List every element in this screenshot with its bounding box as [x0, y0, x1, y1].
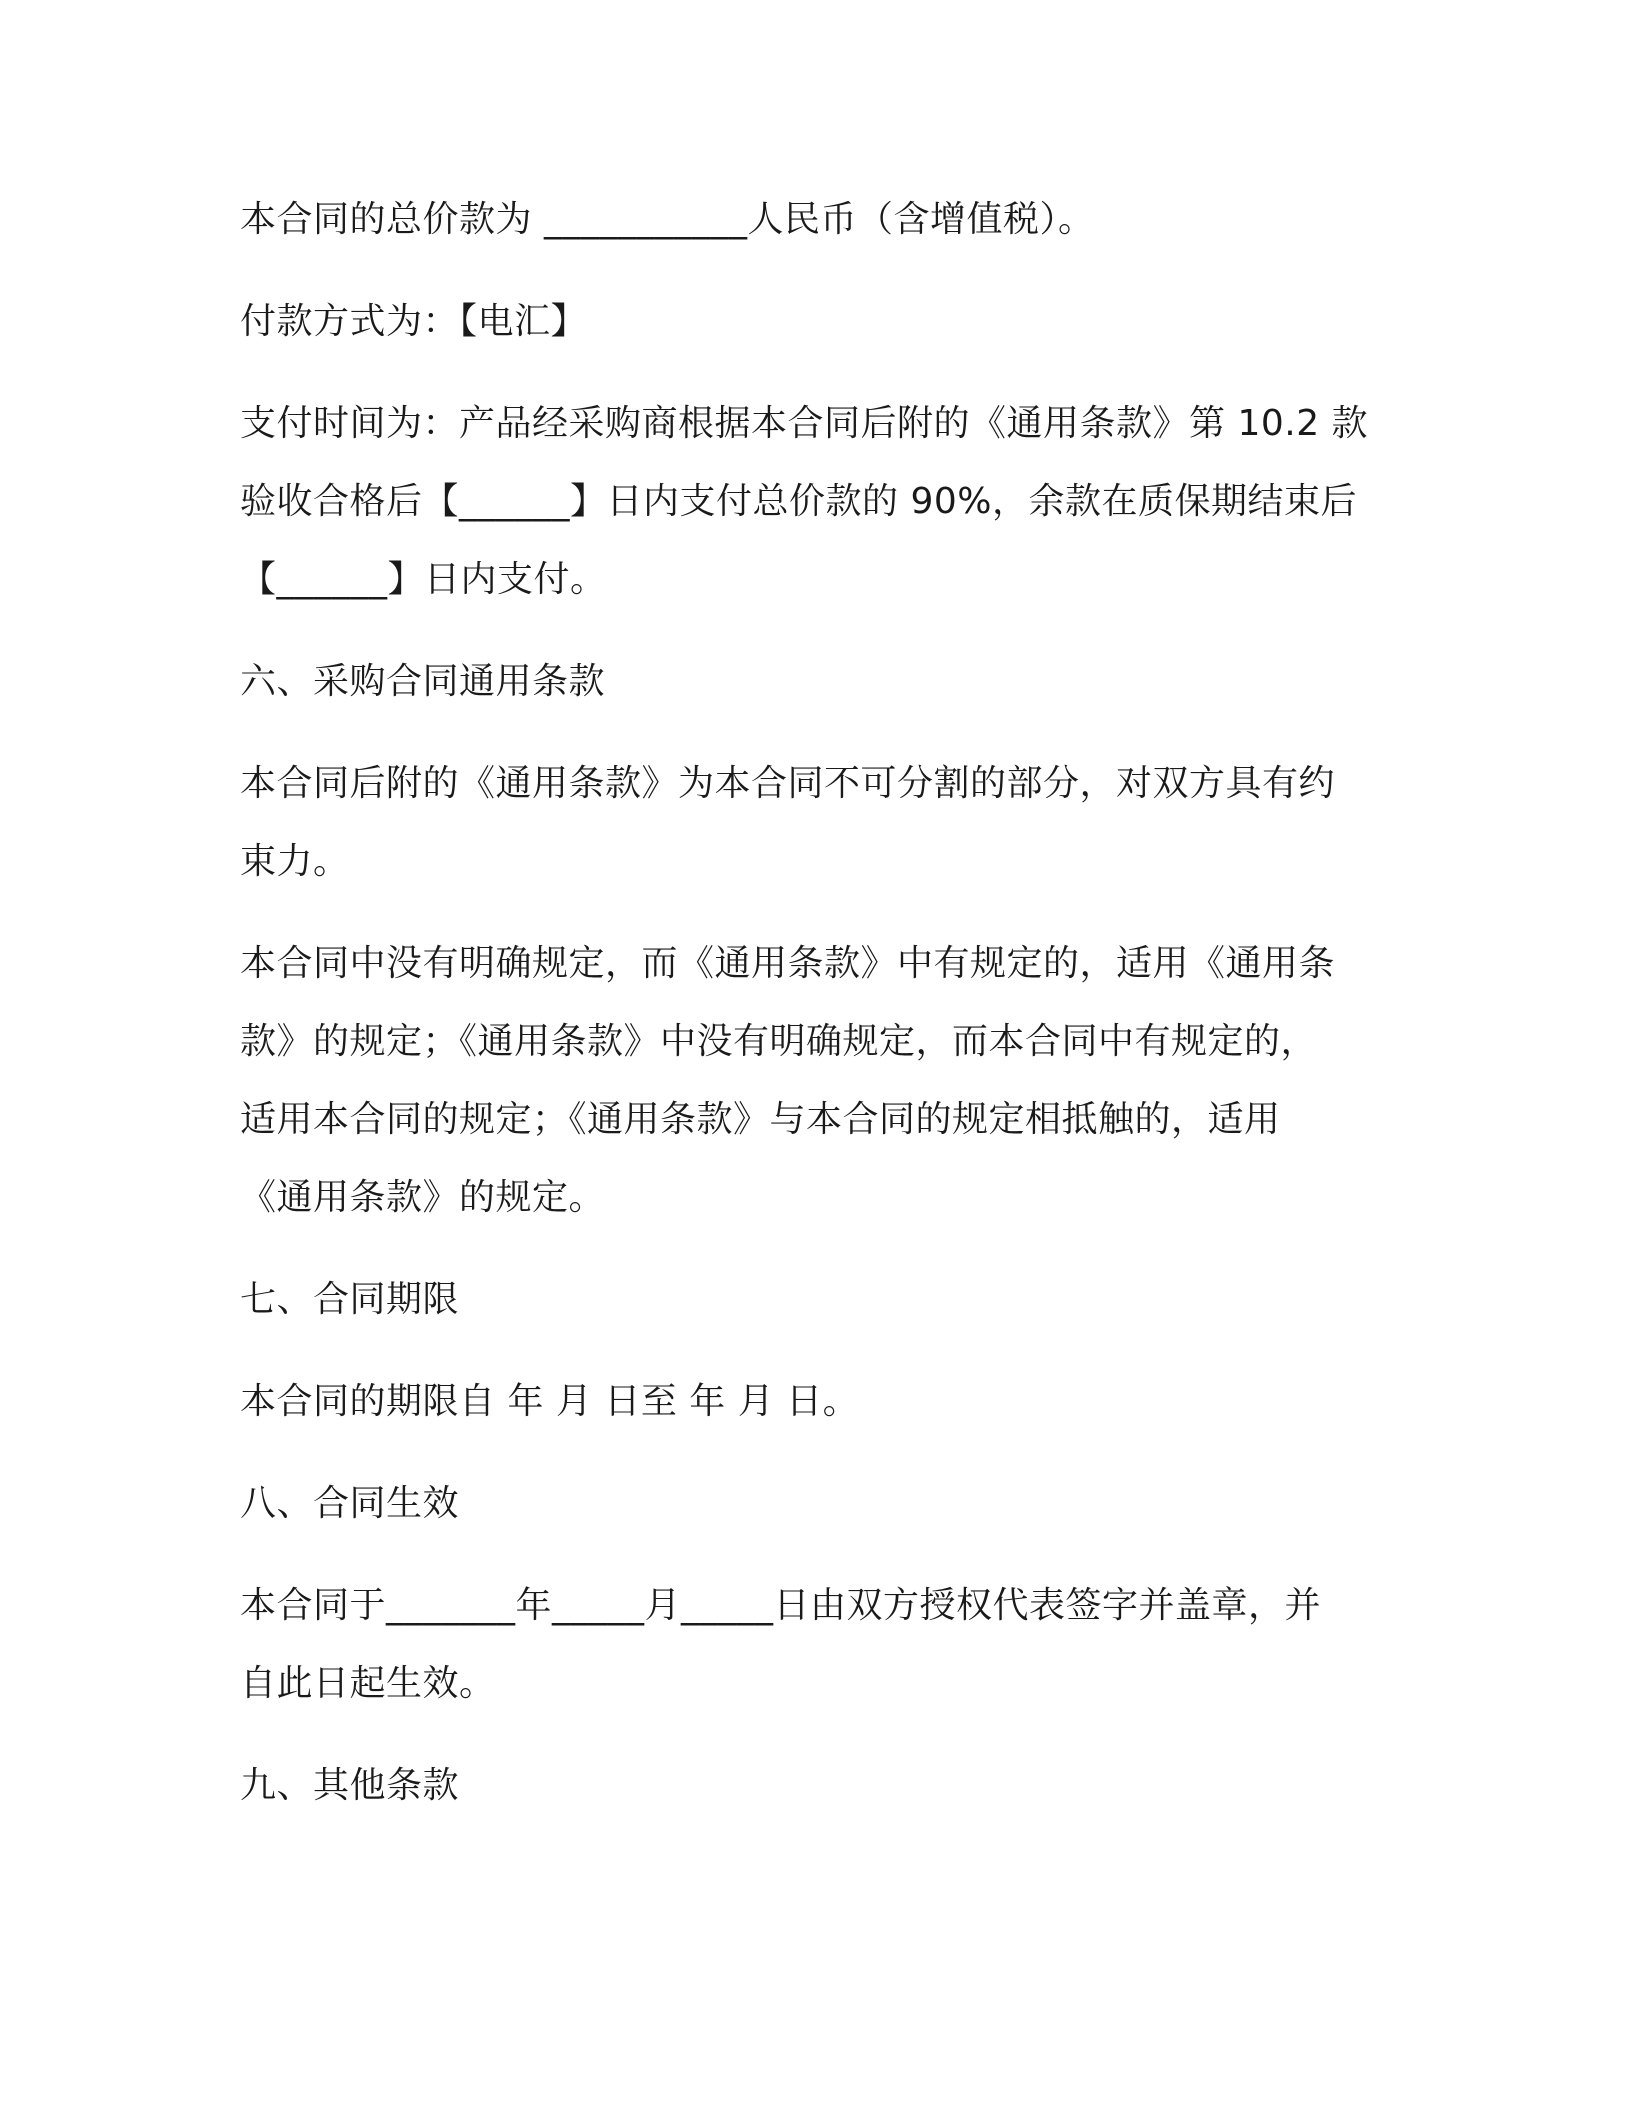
payment-time-line-3: 【______】日内支付。 [240, 559, 607, 600]
payment-time-line-1: 支付时间为：产品经采购商根据本合同后附的《通用条款》第 10.2 款 [240, 403, 1369, 444]
payment-method-line: 付款方式为：【电汇】 [240, 301, 588, 342]
general-terms-line-1: 本合同后附的《通用条款》为本合同不可分割的部分，对双方具有约 [240, 763, 1336, 804]
applicability-line-4: 《通用条款》的规定。 [240, 1177, 606, 1218]
applicability-line-2: 款》的规定；《通用条款》中没有明确规定，而本合同中有规定的， [240, 1021, 1318, 1062]
applicability-line-1: 本合同中没有明确规定，而《通用条款》中有规定的，适用《通用条 [240, 943, 1336, 984]
section-heading-effectiveness: 八、合同生效 [240, 1483, 460, 1524]
section-heading-contract-term: 七、合同期限 [240, 1279, 460, 1320]
general-terms-line-2: 束力。 [240, 841, 350, 882]
contract-term-line: 本合同的期限自 年 月 日至 年 月 日。 [240, 1381, 860, 1422]
payment-time-line-2: 验收合格后【______】日内支付总价款的 90%，余款在质保期结束后 [240, 481, 1357, 522]
section-heading-general-terms: 六、采购合同通用条款 [240, 661, 606, 702]
section-heading-other-terms: 九、其他条款 [240, 1765, 460, 1806]
effectiveness-line-2: 自此日起生效。 [240, 1663, 496, 1704]
total-price-line: 本合同的总价款为 ___________人民币（含增值税）。 [240, 199, 1095, 240]
applicability-line-3: 适用本合同的规定；《通用条款》与本合同的规定相抵触的，适用 [240, 1099, 1281, 1140]
effectiveness-line-1: 本合同于_______年_____月_____日由双方授权代表签字并盖章，并 [240, 1585, 1322, 1626]
